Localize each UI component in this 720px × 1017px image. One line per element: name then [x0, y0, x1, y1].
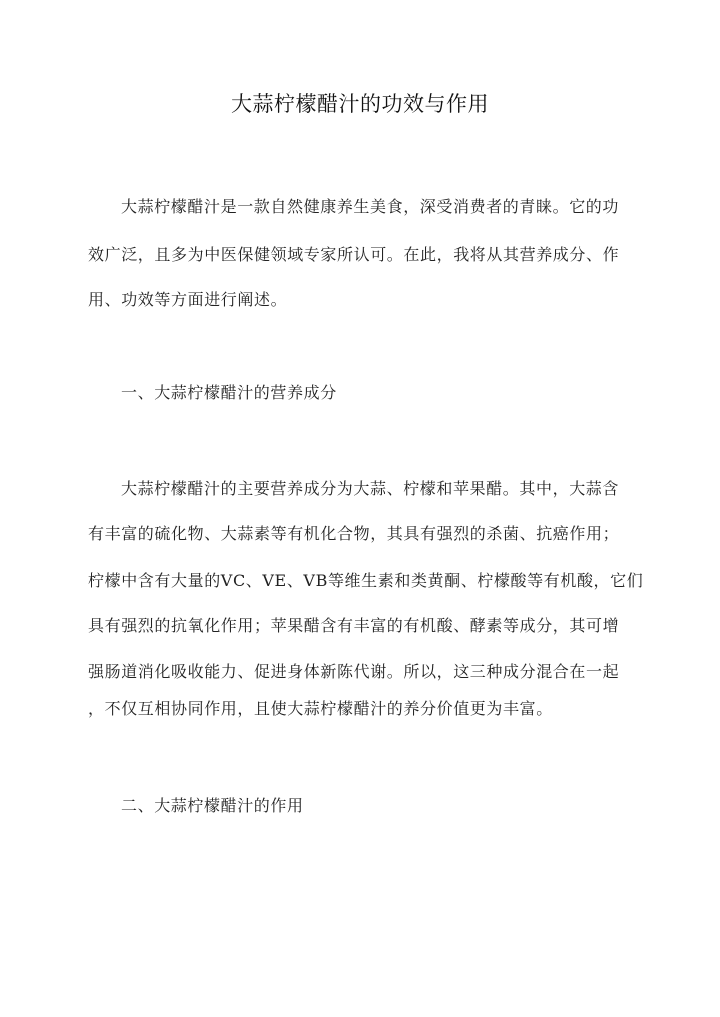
page-title: 大蒜柠檬醋汁的功效与作用: [231, 92, 489, 116]
intro-line-2: 效广泛，且多为中医保健领域专家所认可。在此，我将从其营养成分、作: [88, 245, 620, 264]
intro-line-1: 大蒜柠檬醋汁是一款自然健康养生美食，深受消费者的青睐。它的功: [121, 197, 620, 216]
section-1-line-6: ，不仅互相协同作用，且使大蒜柠檬醋汁的养分价值更为丰富。: [88, 699, 553, 718]
section-1-heading: 一、大蒜柠檬醋汁的营养成分: [121, 383, 337, 402]
section-1-line-5: 强肠道消化吸收能力、促进身体新陈代谢。所以，这三种成分混合在一起: [88, 662, 620, 681]
section-1-line-4: 具有强烈的抗氧化作用；苹果醋含有丰富的有机酸、酵素等成分，其可增: [88, 616, 620, 635]
section-2-heading: 二、大蒜柠檬醋汁的作用: [121, 796, 304, 815]
section-1-line-3: 柠檬中含有大量的VC、VE、VB等维生素和类黄酮、柠檬酸等有机酸，它们: [88, 571, 644, 590]
section-1-line-2: 有丰富的硫化物、大蒜素等有机化合物，其具有强烈的杀菌、抗癌作用；: [88, 524, 620, 543]
section-1-line-1: 大蒜柠檬醋汁的主要营养成分为大蒜、柠檬和苹果醋。其中，大蒜含: [121, 479, 620, 498]
intro-line-3: 用、功效等方面进行阐述。: [88, 290, 288, 309]
